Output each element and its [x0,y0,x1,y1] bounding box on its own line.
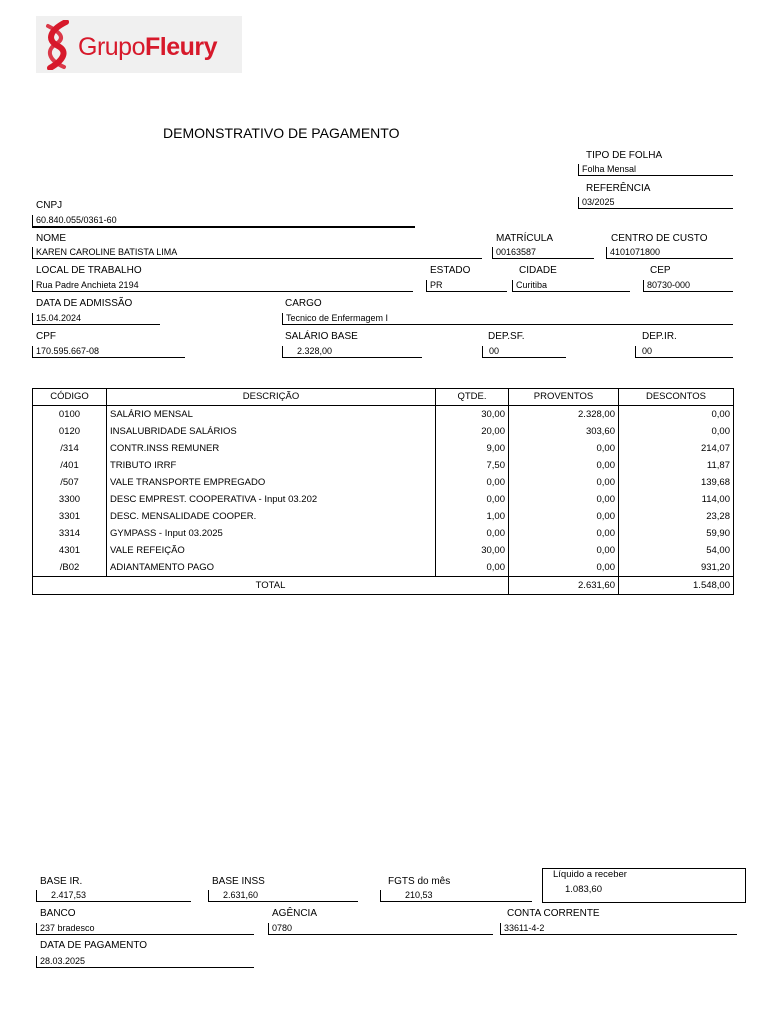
total-descontos: 1.548,00 [619,577,734,595]
item-descricao: DESC EMPREST. COOPERATIVA - Input 03.202 [107,491,436,508]
estado-label: ESTADO [430,265,471,276]
estado-value: PR [426,280,507,292]
item-codigo: 3301 [33,508,107,525]
document-title: DEMONSTRATIVO DE PAGAMENTO [163,125,400,141]
item-qtde: 30,00 [436,542,509,559]
salario-base-value: 2.328,00 [282,346,422,358]
item-descontos: 0,00 [619,423,734,440]
admissao-value: 15.04.2024 [32,313,160,325]
item-descricao: TRIBUTO IRRF [107,457,436,474]
item-codigo: 3300 [33,491,107,508]
nome-label: NOME [36,233,66,244]
fleury-helix-icon [40,20,74,70]
base-ir-label: BASE IR. [40,876,83,887]
base-inss-label: BASE INSS [212,876,265,887]
cpf-value: 170.595.667-08 [32,346,185,358]
liquido-label: Líquido a receber [553,869,627,880]
local-trabalho-label: LOCAL DE TRABALHO [36,265,142,276]
item-descricao: SALÁRIO MENSAL [107,406,436,424]
matricula-label: MATRÍCULA [496,233,554,244]
cpf-label: CPF [36,331,56,342]
base-inss-value: 2.631,60 [208,890,358,902]
base-ir-value: 2.417,53 [36,890,191,902]
centro-custo-value: 4101071800 [606,247,733,259]
dep-ir-value: 00 [635,346,733,358]
item-proventos: 0,00 [509,542,619,559]
item-qtde: 30,00 [436,406,509,424]
matricula-value: 00163587 [492,247,594,259]
table-row [33,491,734,508]
item-descricao: INSALUBRIDADE SALÁRIOS [107,423,436,440]
cnpj-label: CNPJ [36,200,63,211]
col-qtde: QTDE. [436,389,509,406]
item-descontos: 23,28 [619,508,734,525]
data-pagamento-value: 28.03.2025 [36,956,254,968]
table-row [33,525,734,542]
total-row [33,577,734,595]
item-codigo: 0120 [33,423,107,440]
referencia-label: REFERÊNCIA [586,183,651,194]
table-row [33,474,734,491]
item-proventos: 0,00 [509,457,619,474]
table-row [33,508,734,525]
item-descontos: 931,20 [619,559,734,577]
fgts-value: 210,53 [380,890,532,902]
table-row [33,559,734,577]
table-row [33,406,734,424]
item-descontos: 114,00 [619,491,734,508]
item-descricao: VALE TRANSPORTE EMPREGADO [107,474,436,491]
admissao-label: DATA DE ADMISSÃO [36,298,133,309]
item-codigo: 4301 [33,542,107,559]
centro-custo-label: CENTRO DE CUSTO [611,233,708,244]
cep-value: 80730-000 [643,280,733,292]
item-descontos: 139,68 [619,474,734,491]
banco-value: 237 bradesco [36,923,254,935]
item-qtde: 0,00 [436,491,509,508]
logo-text: GrupoFleury [78,33,218,61]
conta-label: CONTA CORRENTE [507,908,600,919]
dep-sf-value: 00 [482,346,566,358]
col-codigo: CÓDIGO [33,389,107,406]
local-trabalho-value: Rua Padre Anchieta 2194 [32,280,413,292]
item-codigo: /401 [33,457,107,474]
item-qtde: 0,00 [436,559,509,577]
payroll-items-table [32,388,734,595]
fgts-label: FGTS do mês [388,876,451,887]
banco-label: BANCO [40,908,76,919]
table-row [33,542,734,559]
total-proventos: 2.631,60 [509,577,619,595]
cidade-label: CIDADE [519,265,557,276]
dep-ir-label: DEP.IR. [642,331,677,342]
cidade-value: Curitiba [512,280,630,292]
salario-base-label: SALÁRIO BASE [285,331,358,342]
dep-sf-label: DEP.SF. [488,331,525,342]
item-qtde: 1,00 [436,508,509,525]
cargo-label: CARGO [285,298,322,309]
item-qtde: 0,00 [436,474,509,491]
item-qtde: 9,00 [436,440,509,457]
col-descontos: DESCONTOS [619,389,734,406]
nome-value: KAREN CAROLINE BATISTA LIMA [32,247,482,259]
agencia-value: 0780 [268,923,493,935]
cep-label: CEP [650,265,671,276]
agencia-label: AGÊNCIA [272,908,318,919]
col-proventos: PROVENTOS [509,389,619,406]
tipo-folha-label: TIPO DE FOLHA [586,150,663,161]
data-pagamento-label: DATA DE PAGAMENTO [40,940,148,951]
liquido-value: 1.083,60 [565,884,602,895]
table-row [33,440,734,457]
item-proventos: 0,00 [509,491,619,508]
table-row [33,457,734,474]
item-descricao: CONTR.INSS REMUNER [107,440,436,457]
cnpj-value: 60.840.055/0361-60 [32,215,415,228]
item-codigo: /B02 [33,559,107,577]
table-header-row [33,389,734,406]
cargo-value: Tecnico de Enfermagem I [282,313,733,325]
item-descontos: 0,00 [619,406,734,424]
col-descricao: DESCRIÇÃO [107,389,436,406]
item-codigo: 3314 [33,525,107,542]
table-row [33,423,734,440]
item-proventos: 2.328,00 [509,406,619,424]
item-descontos: 59,90 [619,525,734,542]
item-descontos: 214,07 [619,440,734,457]
item-descricao: ADIANTAMENTO PAGO [107,559,436,577]
conta-value: 33611-4-2 [500,923,737,935]
company-logo [36,16,242,73]
item-qtde: 7,50 [436,457,509,474]
item-descricao: DESC. MENSALIDADE COOPER. [107,508,436,525]
referencia-value: 03/2025 [578,197,733,209]
item-descontos: 54,00 [619,542,734,559]
item-proventos: 0,00 [509,474,619,491]
item-codigo: 0100 [33,406,107,424]
item-descontos: 11,87 [619,457,734,474]
item-proventos: 0,00 [509,440,619,457]
item-qtde: 20,00 [436,423,509,440]
item-proventos: 0,00 [509,525,619,542]
tipo-folha-value: Folha Mensal [578,164,733,176]
item-proventos: 0,00 [509,508,619,525]
total-label: TOTAL [33,577,509,595]
item-qtde: 0,00 [436,525,509,542]
item-descricao: GYMPASS - Input 03.2025 [107,525,436,542]
item-proventos: 0,00 [509,559,619,577]
item-proventos: 303,60 [509,423,619,440]
liquido-box [542,868,746,903]
item-descricao: VALE REFEIÇÃO [107,542,436,559]
item-codigo: /314 [33,440,107,457]
item-codigo: /507 [33,474,107,491]
